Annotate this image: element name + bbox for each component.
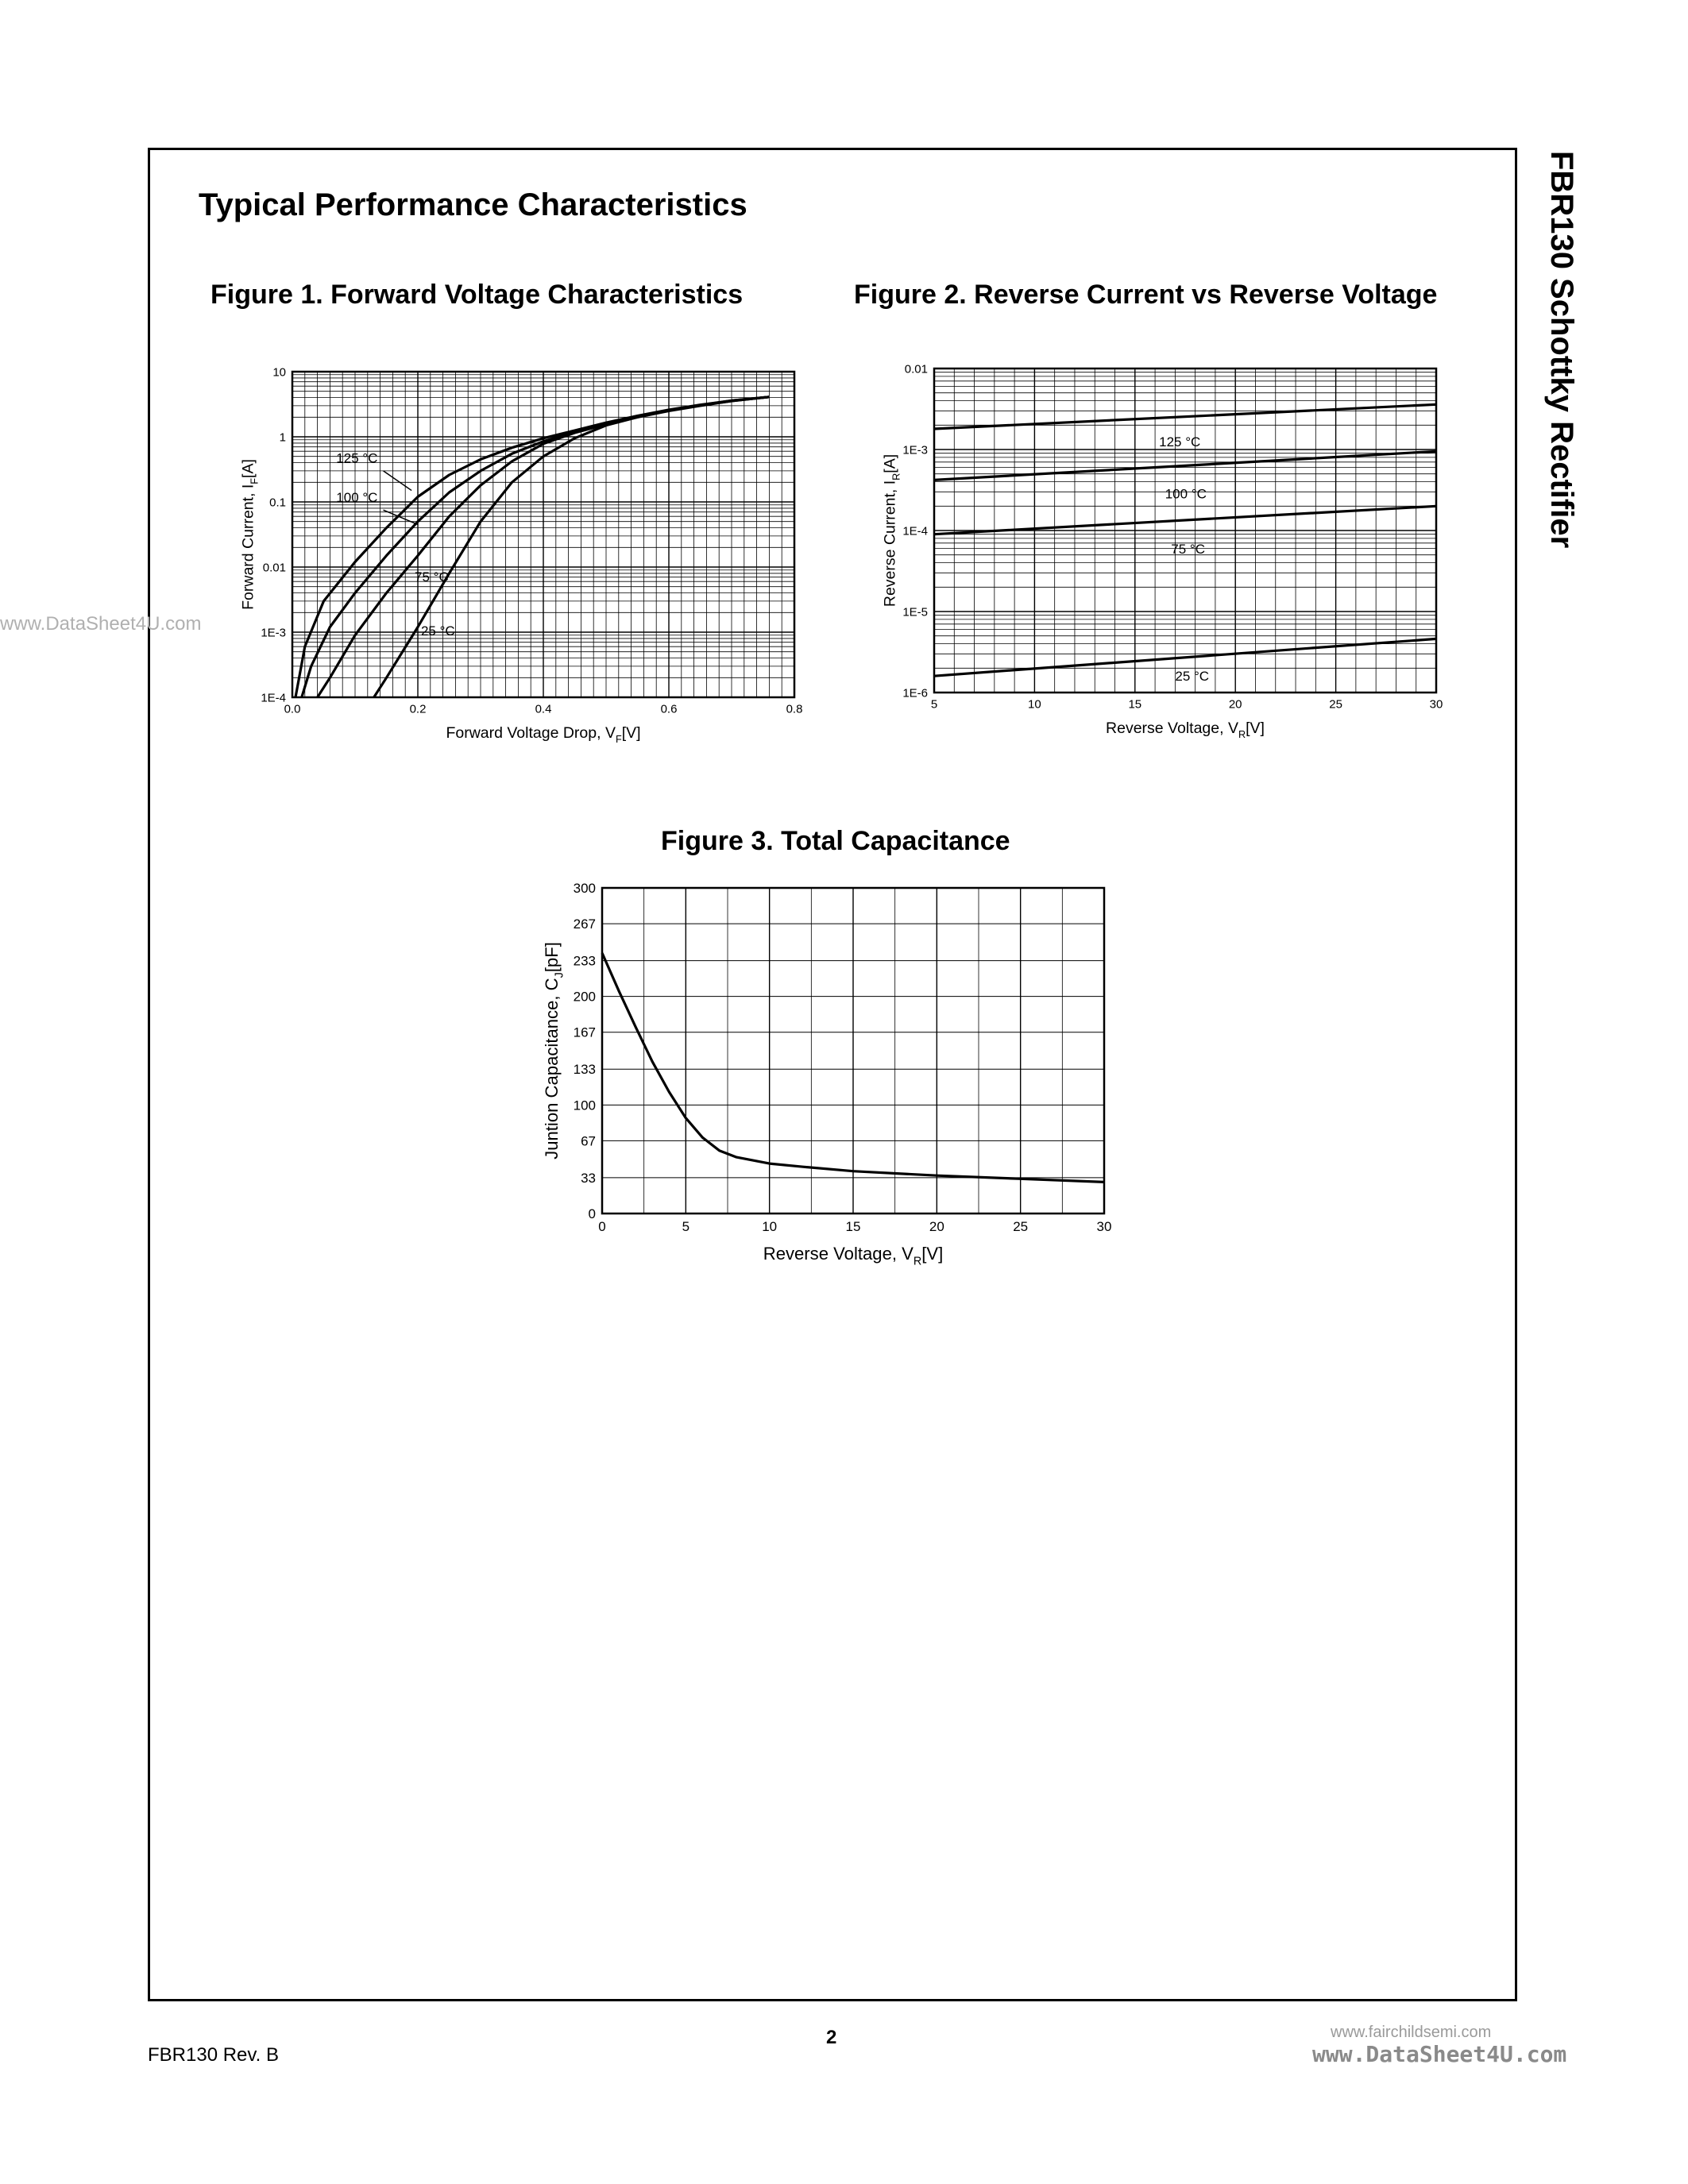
series-annotation: 25 °C — [420, 623, 455, 639]
y-tick-label: 10 — [272, 365, 286, 380]
figure-2-title: Figure 2. Reverse Current vs Reverse Voltage — [854, 280, 1438, 310]
series-annotation: 100 °C — [1165, 486, 1207, 502]
y-tick-label: 0.1 — [269, 496, 286, 510]
series-annotation: 125 °C — [1159, 434, 1201, 450]
x-tick-label: 15 — [1128, 697, 1142, 712]
y-tick-label: 0.01 — [262, 561, 286, 575]
series-annotation: 25 °C — [1175, 669, 1210, 685]
x-tick-label: 0.6 — [660, 702, 678, 716]
x-tick-label: 30 — [1096, 1219, 1112, 1235]
figure-2-chart — [866, 349, 1470, 762]
x-tick-label: 15 — [845, 1219, 861, 1235]
x-tick-label: 5 — [930, 697, 938, 712]
y-tick-label: 100 — [573, 1098, 596, 1113]
footer-url[interactable]: www.fairchildsemi.com — [1331, 2024, 1492, 2041]
footer-watermark: www.DataSheet4U.com — [1312, 2041, 1567, 2067]
y-tick-label: 0.01 — [904, 362, 928, 376]
grid — [602, 888, 1104, 1214]
y-tick-label: 1E-6 — [902, 686, 928, 700]
figure-3-title: Figure 3. Total Capacitance — [661, 826, 1010, 856]
y-tick-label: 300 — [573, 880, 596, 896]
y-tick-label: 1E-4 — [261, 691, 286, 705]
x-tick-label: 0.0 — [284, 702, 301, 716]
grid — [292, 372, 794, 697]
figure-3-chart — [524, 882, 1144, 1310]
series-line — [295, 397, 769, 697]
figure-1-title: Figure 1. Forward Voltage Characteristics — [211, 280, 744, 310]
x-tick-label: 0 — [598, 1219, 606, 1235]
x-tick-label: 25 — [1013, 1219, 1029, 1235]
y-tick-label: 1E-4 — [902, 524, 928, 538]
x-axis-label: Reverse Voltage, $V_R[V]$ — [763, 1243, 944, 1268]
series-annotation: 75 °C — [1171, 541, 1206, 557]
y-tick-label: 1E-5 — [902, 605, 928, 619]
x-tick-label: 10 — [762, 1219, 778, 1235]
x-tick-label: 20 — [929, 1219, 944, 1235]
y-axis-label: Forward Current, $I_F[A]$ — [239, 459, 261, 610]
y-tick-label: 1E-3 — [261, 626, 286, 640]
footer-revision: FBR130 Rev. B — [148, 2044, 279, 2066]
page-number: 2 — [826, 2027, 837, 2048]
side-title: FBR130 Schottky Rectifier — [1544, 151, 1579, 549]
annotation-arrow — [384, 471, 412, 491]
x-tick-label: 25 — [1329, 697, 1342, 712]
y-tick-label: 200 — [573, 989, 596, 1005]
x-axis-label: Reverse Voltage, $V_R[V]$ — [1106, 720, 1265, 740]
x-tick-label: 0.2 — [409, 702, 427, 716]
series-annotation: 100 °C — [336, 490, 378, 505]
x-axis-label: Forward Voltage Drop, $V_F[V]$ — [446, 724, 641, 745]
y-tick-label: 1 — [279, 430, 286, 445]
figure-1-chart — [222, 349, 826, 762]
x-tick-label: 10 — [1028, 697, 1041, 712]
series-annotation: 125 °C — [336, 450, 378, 466]
x-tick-label: 5 — [682, 1219, 690, 1235]
x-tick-label: 20 — [1228, 697, 1242, 712]
x-tick-label: 30 — [1429, 697, 1443, 712]
y-tick-label: 133 — [573, 1062, 596, 1078]
series-line — [934, 451, 1436, 480]
series-line — [374, 397, 770, 697]
y-tick-label: 1E-3 — [902, 443, 928, 457]
series-annotation: 75 °C — [415, 569, 449, 585]
x-tick-label: 0.8 — [786, 702, 803, 716]
y-axis-label: Juntion Capacitance, $C_J[pF]$ — [541, 942, 566, 1160]
y-tick-label: 33 — [581, 1170, 596, 1186]
y-tick-label: 67 — [581, 1133, 596, 1149]
x-tick-label: 0.4 — [535, 702, 552, 716]
y-tick-label: 167 — [573, 1024, 596, 1040]
y-tick-label: 233 — [573, 953, 596, 969]
section-title: Typical Performance Characteristics — [199, 187, 747, 222]
y-axis-label: Reverse Current, $I_R[A]$ — [881, 453, 902, 608]
y-tick-label: 267 — [573, 916, 596, 932]
watermark-left: www.DataSheet4U.com — [0, 613, 202, 635]
y-tick-label: 0 — [588, 1206, 596, 1221]
series-line — [302, 397, 770, 697]
